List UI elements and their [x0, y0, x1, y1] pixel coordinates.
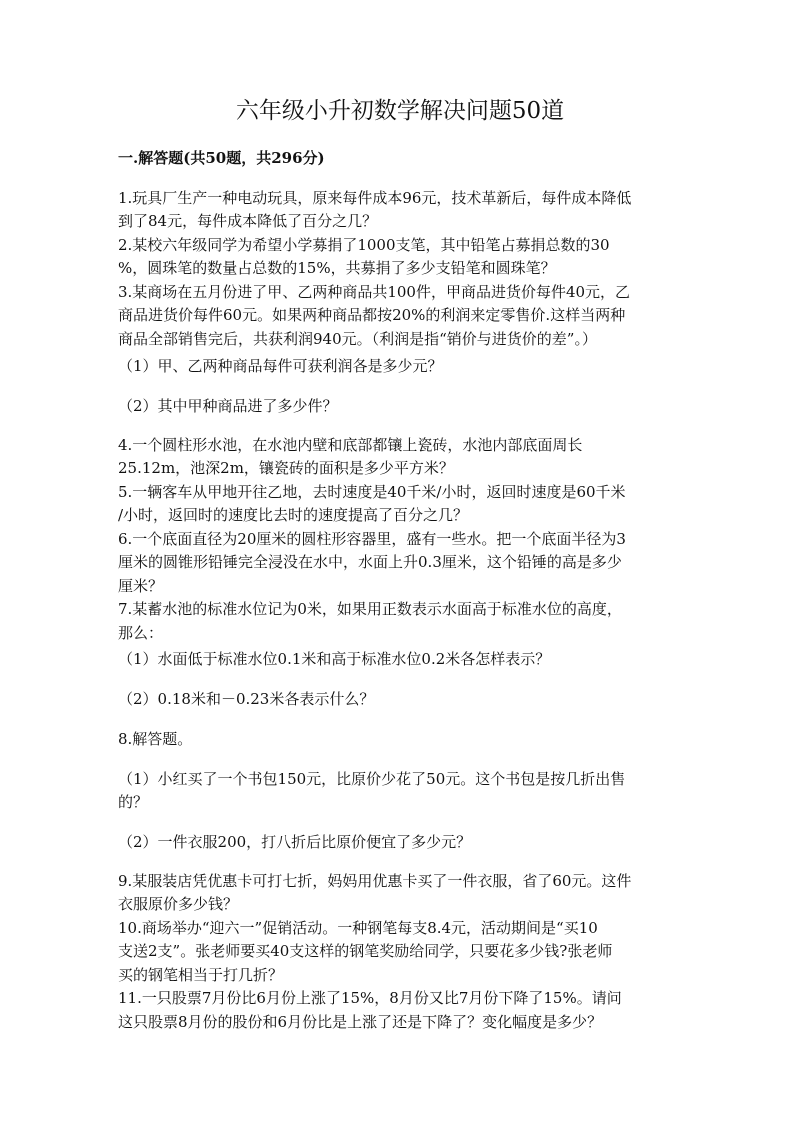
text-line: 11.一只股票7月份比6月份上涨了15%，8月份又比7月份下降了15%。请问 — [118, 989, 622, 1007]
text-line: 支送2支”。张老师要买40支这样的钢笔奖励给同学，只要花多少钱?张老师 — [118, 942, 613, 960]
text-line: %，圆珠笔的数量占总数的15%，共募捐了多少支铅笔和圆珠笔？ — [118, 259, 556, 277]
sub-question: （1）甲、乙两种商品每件可获利润各是多少元？ — [118, 357, 443, 375]
text-line: 8.解答题。 — [118, 730, 193, 748]
page-title: 六年级小升初数学解决问题50道 — [235, 98, 565, 124]
text-line: 厘米的圆锥形铅锤完全浸没在水中，水面上升0.3厘米，这个铅锤的高是多少 — [118, 553, 622, 571]
text-line: 7.某蓄水池的标准水位记为0米，如果用正数表示水面高于标准水位的高度， — [118, 600, 622, 618]
section-heading: 一.解答题(共50题，共296分) — [118, 149, 325, 167]
text-line: 衣服原价多少钱？ — [118, 895, 239, 913]
sub-question: （2）一件衣服200，打八折后比原价便宜了多少元？ — [118, 833, 472, 851]
sub-question: （2）0.18米和－0.23米各表示什么？ — [118, 690, 375, 708]
text-line: 1.玩具厂生产一种电动玩具，原来每件成本96元，技术革新后，每件成本降低 — [118, 189, 632, 207]
text-line: 4.一个圆柱形水池，在水池内壁和底部都镶上瓷砖，水池内部底面周长 — [118, 436, 583, 454]
text-line: 5.一辆客车从甲地开往乙地，去时速度是40千米/小时，返回时速度是60千米 — [118, 483, 626, 501]
text-line: 9.某服装店凭优惠卡可打七折，妈妈用优惠卡买了一件衣服，省了60元。这件 — [118, 872, 632, 890]
text-line: 6.一个底面直径为20厘米的圆柱形容器里，盛有一些水。把一个底面半径为3 — [118, 530, 626, 548]
text-line: 那么： — [118, 624, 164, 642]
sub-question: （1）小红买了一个书包150元，比原价少花了50元。这个书包是按几折出售 — [118, 770, 626, 788]
text-line: 3.某商场在五月份进了甲、乙两种商品共100件，甲商品进货价每件40元，乙 — [118, 283, 631, 301]
text-line: 买的钢笔相当于打几折？ — [118, 966, 284, 984]
text-line: 2.某校六年级同学为希望小学募捐了1000支笔，其中铅笔占募捐总数的30 — [118, 236, 610, 254]
text-line: 厘米？ — [118, 577, 164, 595]
text-line: 商品进货价每件60元。如果两种商品都按20%的利润来定零售价.这样当两种 — [118, 306, 626, 324]
text-line: 商品全部销售完后，共获利润940元。（利润是指“销价与进货价的差”。） — [118, 330, 597, 348]
text-line: 25.12m，池深2m，镶瓷砖的面积是多少平方米？ — [118, 459, 454, 477]
text-line: 10.商场举办“迎六一”促销活动。一种钢笔每支8.4元，活动期间是“买10 — [118, 919, 598, 937]
text-line: 到了84元，每件成本降低了百分之几？ — [118, 212, 378, 230]
text-line: 这只股票8月份的股份和6月份比是上涨了还是下降了？变化幅度是多少？ — [118, 1013, 603, 1031]
sub-question: （1）水面低于标准水位0.1米和高于标准水位0.2米各怎样表示？ — [118, 650, 551, 668]
sub-question: 的？ — [118, 793, 149, 811]
sub-question: （2）其中甲种商品进了多少件？ — [118, 397, 338, 415]
text-line: /小时，返回时的速度比去时的速度提高了百分之几？ — [118, 506, 469, 524]
